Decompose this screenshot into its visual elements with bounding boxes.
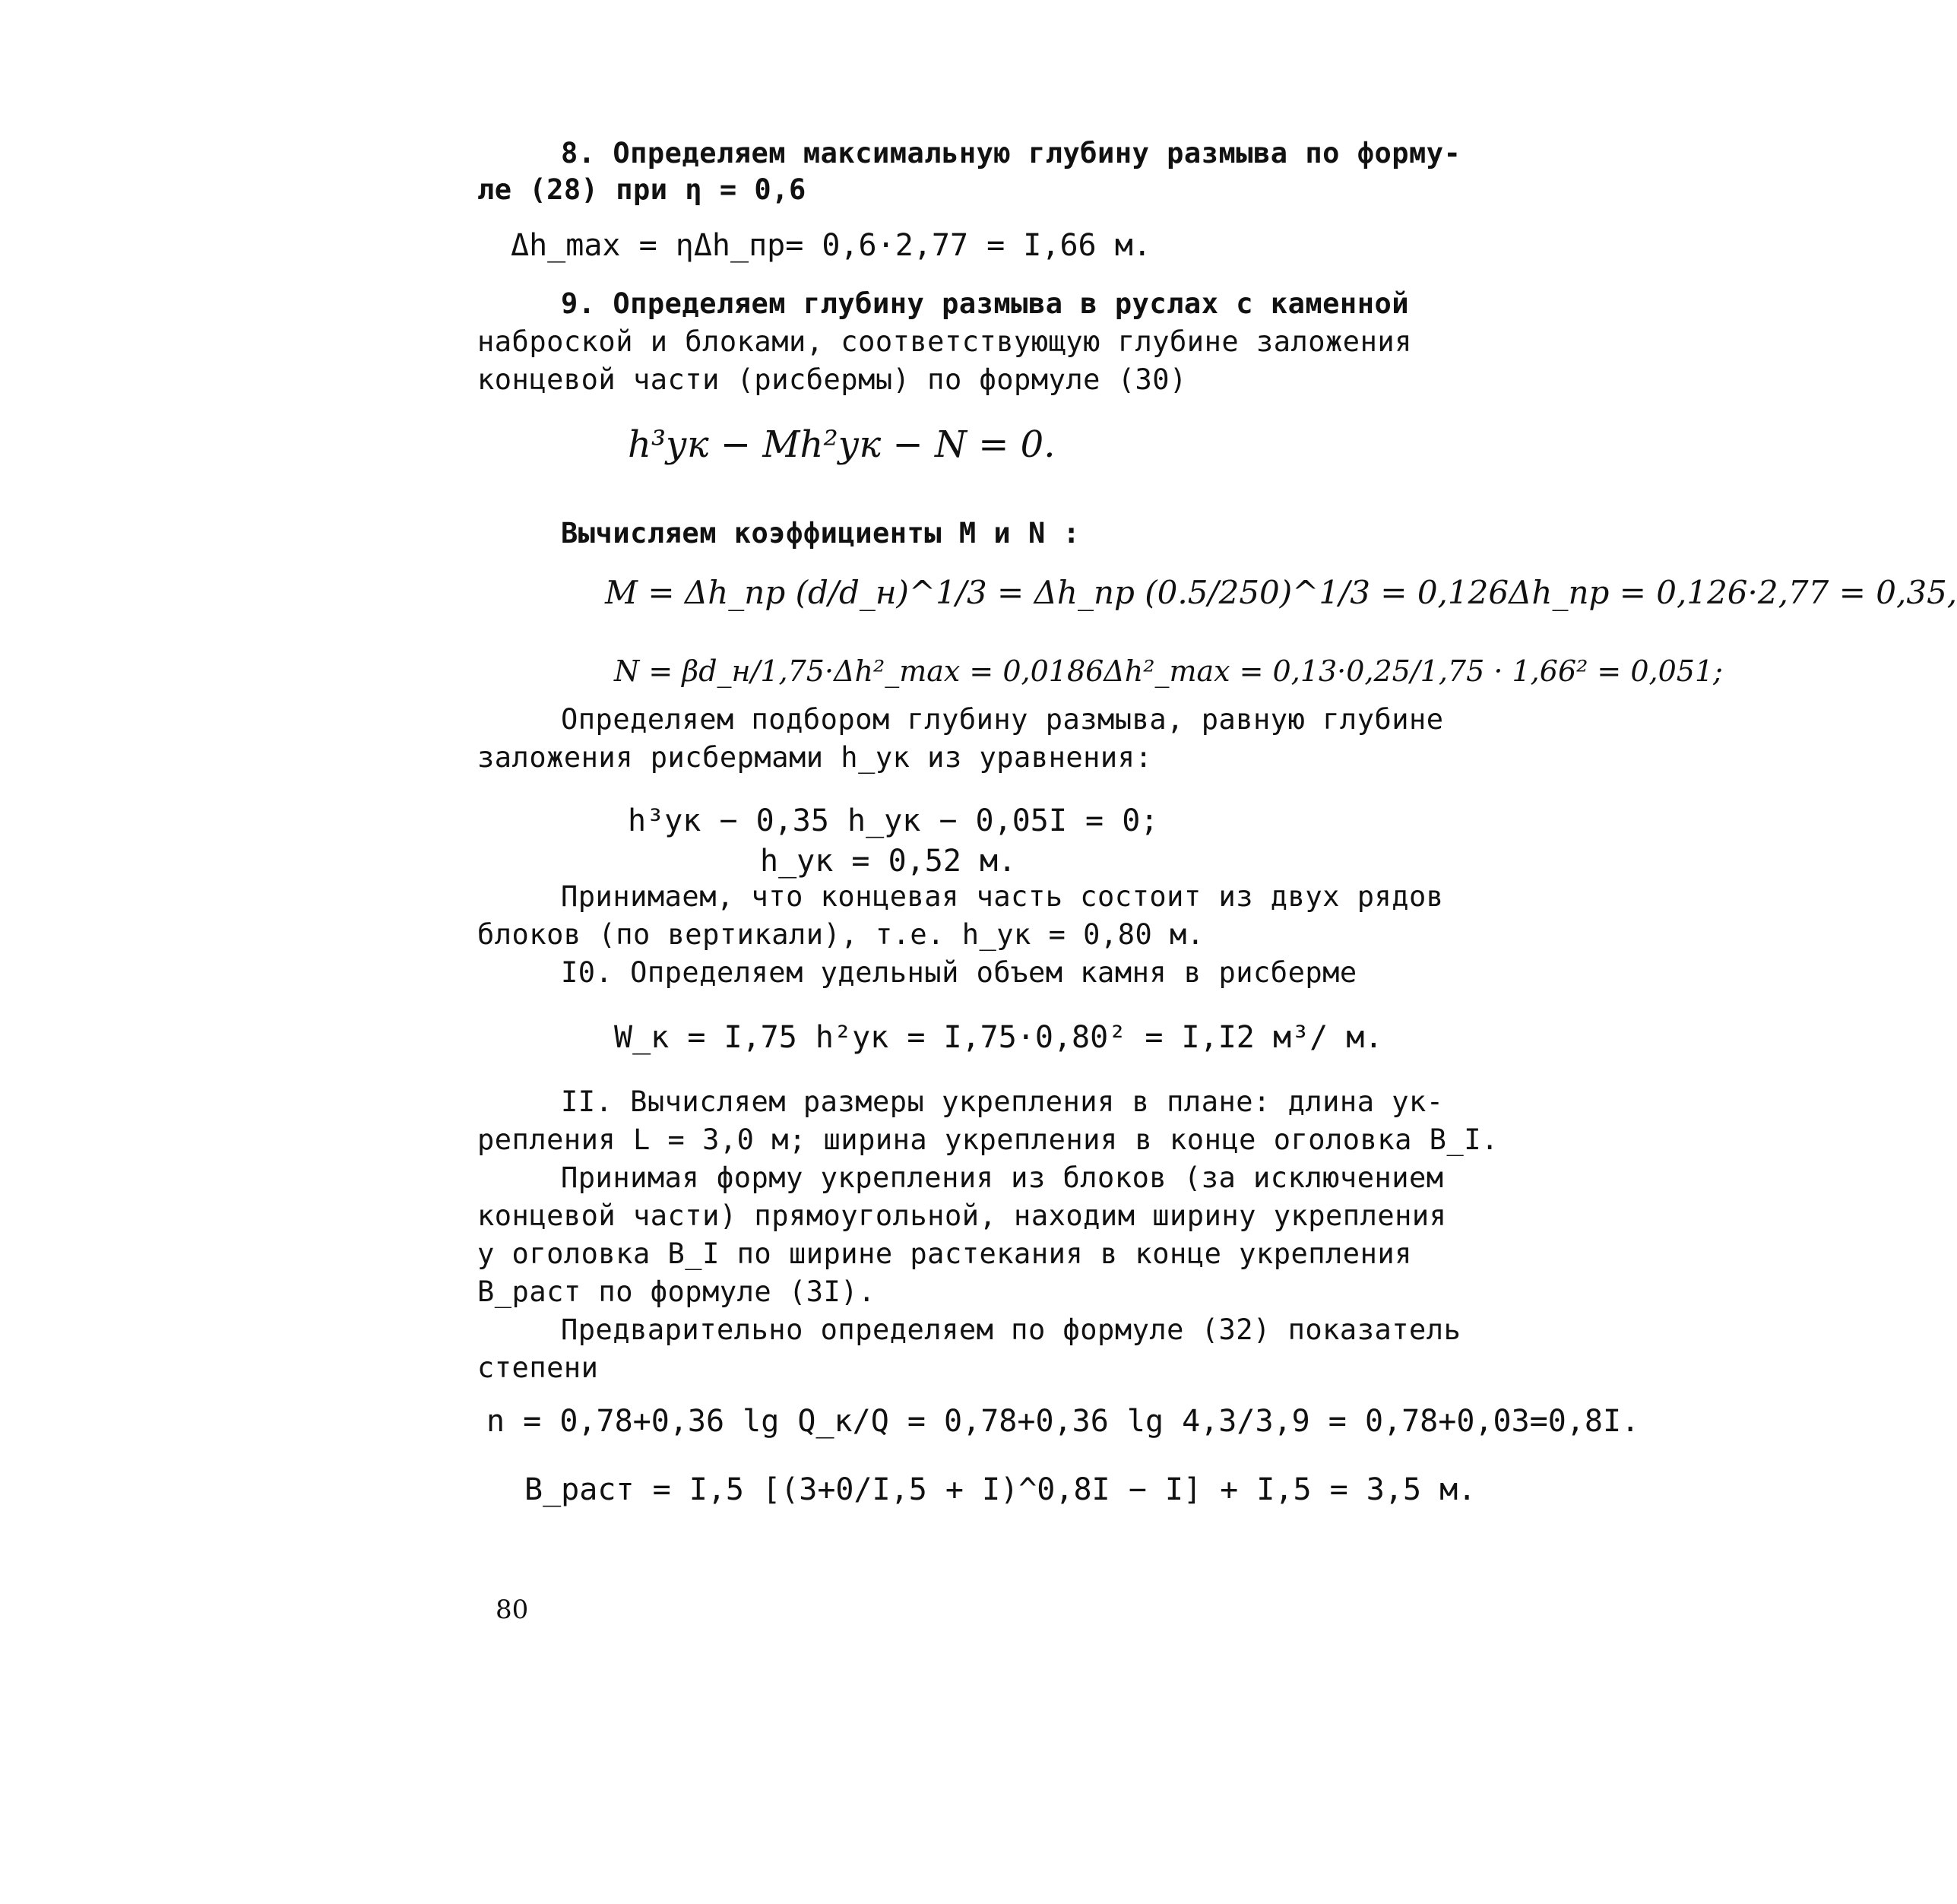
step-11-line-1: II. Вычисляем размеры укрепления в плане: длина ук-	[561, 1085, 1444, 1118]
accept-line-2: блоков (по вертикали), т.е. h_ук = 0,80 м.	[477, 918, 1205, 951]
shape-line-2: концевой части) прямоугольной, находим ширину укрепления	[477, 1199, 1447, 1232]
select-line-2: заложения рисбермами h_ук из уравнения:	[477, 741, 1153, 774]
shape-line-3: у оголовка B_I по ширине растекания в конце укрепления	[477, 1237, 1412, 1270]
formula-n: N = βd_н/1,75·Δh²_max = 0,0186Δh²_max = 0,13·0,25/1,75 · 1,66² = 0,051;	[614, 654, 1723, 688]
step-9-line-1: 9. Определяем глубину размыва в руслах с каменной	[561, 287, 1410, 320]
prelim-line-1: Предварительно определяем по формуле (32) показатель	[561, 1313, 1461, 1346]
step-9-line-3: концевой части (рисбермы) по формуле (30)	[477, 363, 1187, 396]
formula-cubic: h³ук − Mh²ук − N = 0.	[628, 423, 1056, 466]
step-11-line-2: репления L = 3,0 м; ширина укрепления в конце оголовка B_I.	[477, 1123, 1499, 1156]
shape-line-1: Принимая форму укрепления из блоков (за исключением	[561, 1161, 1444, 1194]
accept-line-1: Принимаем, что концевая часть состоит из двух рядов	[561, 880, 1444, 913]
formula-wk: W_к = I,75 h²ук = I,75·0,80² = I,I2 м³/ м.	[614, 1020, 1383, 1055]
step-10-line: I0. Определяем удельный объем камня в рисберме	[561, 956, 1357, 989]
step-8-line-2: ле (28) при η = 0,6	[477, 173, 806, 206]
select-line-1: Определяем подбором глубину размыва, равную глубине	[561, 703, 1444, 736]
formula-m: M = Δh_пр (d/d_н)^1/3 = Δh_пр (0.5/250)^1/3 = 0,126Δh_пр = 0,126·2,77 = 0,35,	[605, 574, 1957, 611]
page-number: 80	[496, 1595, 529, 1625]
formula-dh-max: Δh_max = ηΔh_пр= 0,6·2,77 = I,66 м.	[511, 228, 1151, 263]
equation-hyk: h³ук − 0,35 h_ук − 0,05I = 0;	[628, 803, 1159, 838]
step-8-line-1: 8. Определяем максимальную глубину размыва по форму-	[561, 137, 1461, 169]
formula-b-rast: B_раст = I,5 [(3+0/I,5 + I)^0,8I − I] + I,5 = 3,5 м.	[524, 1472, 1477, 1507]
prelim-line-2: степени	[477, 1351, 599, 1384]
shape-line-4: B_раст по формуле (3I).	[477, 1275, 876, 1308]
formula-n-exponent: n = 0,78+0,36 lg Q_к/Q = 0,78+0,36 lg 4,3/3,9 = 0,78+0,03=0,8I.	[486, 1404, 1640, 1439]
result-hyk: h_ук = 0,52 м.	[760, 844, 1017, 879]
coeff-heading: Вычисляем коэффициенты M и N :	[561, 517, 1081, 550]
step-9-line-2: наброской и блоками, соответствующую глубине заложения	[477, 325, 1412, 358]
